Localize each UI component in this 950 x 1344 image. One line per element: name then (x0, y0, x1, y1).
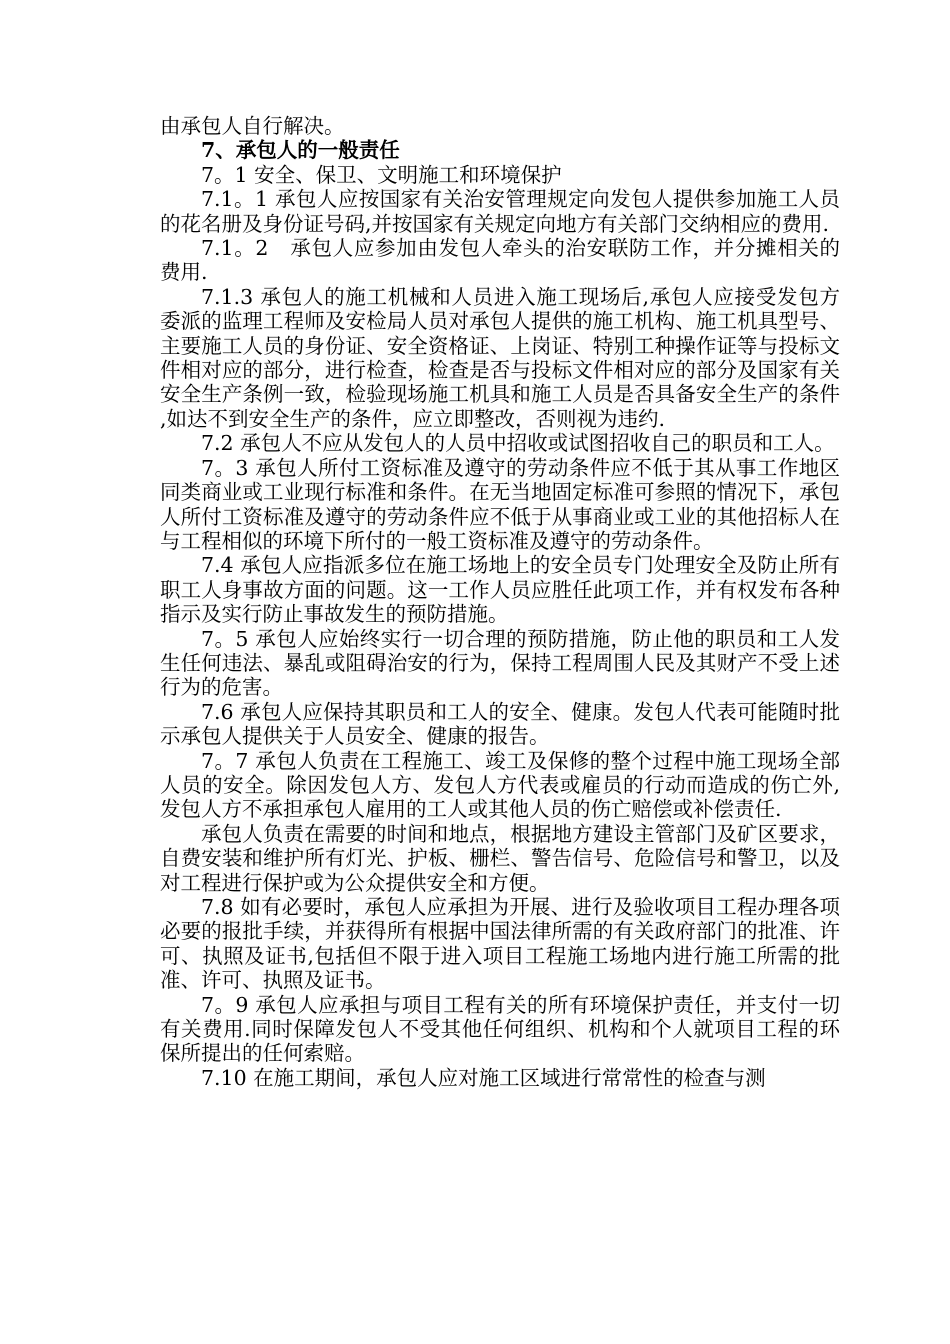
clause-7-9: 7。9 承包人应承担与项目工程有关的所有环境保护责任，并支付一切有关费用.同时保障发包人不受其他任何组织、机构和个人就项目工程的环保所提出的任何索赔。 (160, 992, 840, 1066)
paragraph-continuation: 由承包人自行解决。 (160, 114, 345, 138)
clause-7-8: 7.8 如有必要时，承包人应承担为开展、进行及验收项目工程办理各项必要的报批手续，并获得所有根据中国法律所需的有关政府部门的批准、许可、执照及证书,包括但不限于进入项目工程施工场地内进行施工所需的批准、许可、执照及证书。 (160, 895, 840, 993)
section-heading: 7、承包人的一般责任 (201, 138, 400, 163)
clause-7-1-1: 7.1。1 承包人应按国家有关治安管理规定向发包人提供参加施工人员的花名册及身份证号码,并按国家有关规定向地方有关部门交纳相应的费用. (160, 187, 840, 236)
clause-7-3: 7。3 承包人所付工资标准及遵守的劳动条件应不低于其从事工作地区同类商业或工业现行标准和条件。在无当地固定标准可参照的情况下，承包人所付工资标准及遵守的劳动条件应不低于从事商业或工业的其他招标人在与工程相似的环境下所付的一般工资标准及遵守的劳动条件。 (160, 455, 840, 553)
document-page (160, 114, 840, 1090)
subsection-heading: 7。1 安全、保卫、文明施工和环境保护 (201, 162, 562, 187)
clause-7-7: 7。7 承包人负责在工程施工、竣工及保修的整个过程中施工现场全部人员的安全。除因发包人方、发包人方代表或雇员的行动而造成的伤亡外,发包人方不承担承包人雇用的工人或其他人员的伤亡赔偿或补偿责任. (160, 748, 840, 822)
clause-7-10: 7.10 在施工期间，承包人应对施工区域进行常常性的检查与测 (201, 1065, 766, 1090)
clause-7-7-continued: 承包人负责在需要的时间和地点，根据地方建设主管部门及矿区要求，自费安装和维护所有灯光、护板、栅栏、警告信号、危险信号和警卫，以及对工程进行保护或为公众提供安全和方便。 (160, 821, 840, 895)
clause-7-5: 7。5 承包人应始终实行一切合理的预防措施，防止他的职员和工人发生任何违法、暴乱或阻碍治安的行为，保持工程周围人民及其财产不受上述行为的危害。 (160, 626, 840, 700)
clause-7-1-3: 7.1.3 承包人的施工机械和人员进入施工现场后,承包人应接受发包方委派的监理工程师及安检局人员对承包人提供的施工机构、施工机具型号、主要施工人员的身份证、安全资格证、上岗证、特别工种操作证等与投标文件相对应的部分，进行检查，检查是否与投标文件相对应的部分及国家有关安全生产条例一致，检验现场施工机具和施工人员是否具备安全生产的条件,如达不到安全生产的条件，应立即整改，否则视为违约. (160, 284, 840, 431)
clause-7-4: 7.4 承包人应指派多位在施工场地上的安全员专门处理安全及防止所有职工人身事故方面的问题。这一工作人员应胜任此项工作，并有权发布各种指示及实行防止事故发生的预防措施。 (160, 553, 840, 627)
clause-7-2: 7.2 承包人不应从发包人的人员中招收或试图招收自己的职员和工人。 (201, 431, 835, 456)
clause-7-6: 7.6 承包人应保持其职员和工人的安全、健康。发包人代表可能随时批示承包人提供关于人员安全、健康的报告。 (160, 699, 840, 749)
clause-7-1-2: 7.1。2 承包人应参加由发包人牵头的治安联防工作，并分摊相关的费用. (160, 236, 840, 285)
